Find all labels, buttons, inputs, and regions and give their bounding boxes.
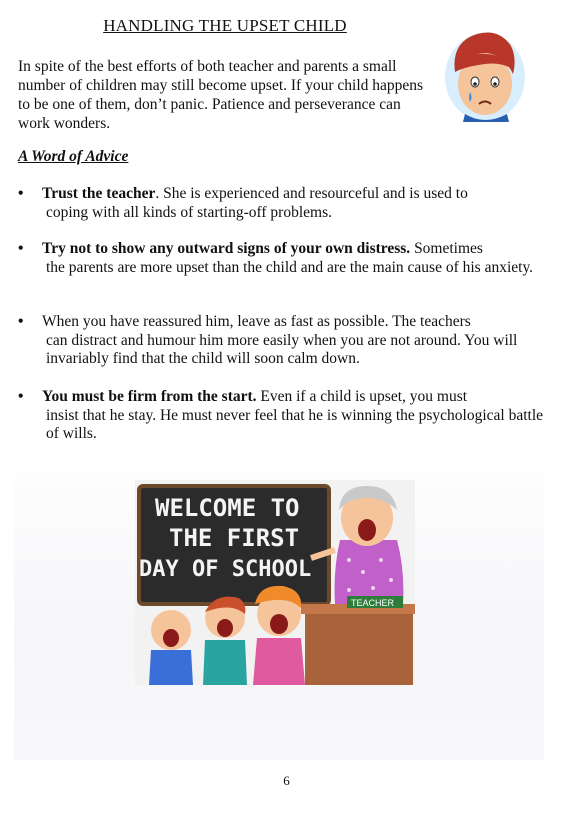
bullet-text: Sometimes: [410, 240, 483, 257]
teacher-tag: TEACHER: [351, 598, 395, 608]
bullet-text: When you have reassured him, leave as fast as possible. The teachers: [42, 313, 471, 330]
bullet-emphasis: Try not to show any outward signs of your own distress.: [42, 240, 411, 257]
page-title: HANDLING THE UPSET CHILD: [103, 16, 347, 35]
bullet-continuation: the parents are more upset than the child and are the main cause of his anxiety.: [46, 258, 534, 276]
board-line-1: WELCOME TO: [155, 494, 300, 522]
board-line-2: THE FIRST: [169, 524, 300, 552]
bullet-marker: •: [18, 388, 24, 405]
bullet-continuation: insist that he stay. He must never feel that he is winning the psychological battle of wills.: [46, 406, 544, 442]
bullet-text: Even if a child is upset, you must: [256, 388, 468, 405]
bullet-continuation: can distract and humour him more easily when you are not around. You will invariably find that the child will soon calm down.: [46, 331, 518, 367]
bullet-emphasis: Trust the teacher: [42, 185, 156, 202]
first-day-cartoon-image: [135, 480, 415, 685]
bullet-marker: •: [18, 185, 24, 202]
crying-boy-icon: [437, 22, 529, 122]
section-heading: A Word of Advice: [18, 148, 129, 165]
board-line-3: DAY OF SCHOOL: [139, 557, 312, 582]
bullet-marker: •: [18, 313, 24, 330]
bullet-emphasis: You must be firm from the start.: [42, 388, 257, 405]
bullet-text: . She is experienced and resourceful and is used to: [155, 185, 468, 202]
intro-paragraph: In spite of the best efforts of both teacher and parents a small number of children may still become upset. If your child happens to be one of them, don’t panic. Patience and perseverance can work wonders.: [18, 58, 424, 132]
bullet-continuation: coping with all kinds of starting-off problems.: [46, 203, 332, 221]
page-number: 6: [283, 773, 290, 788]
bullet-marker: •: [18, 240, 24, 257]
